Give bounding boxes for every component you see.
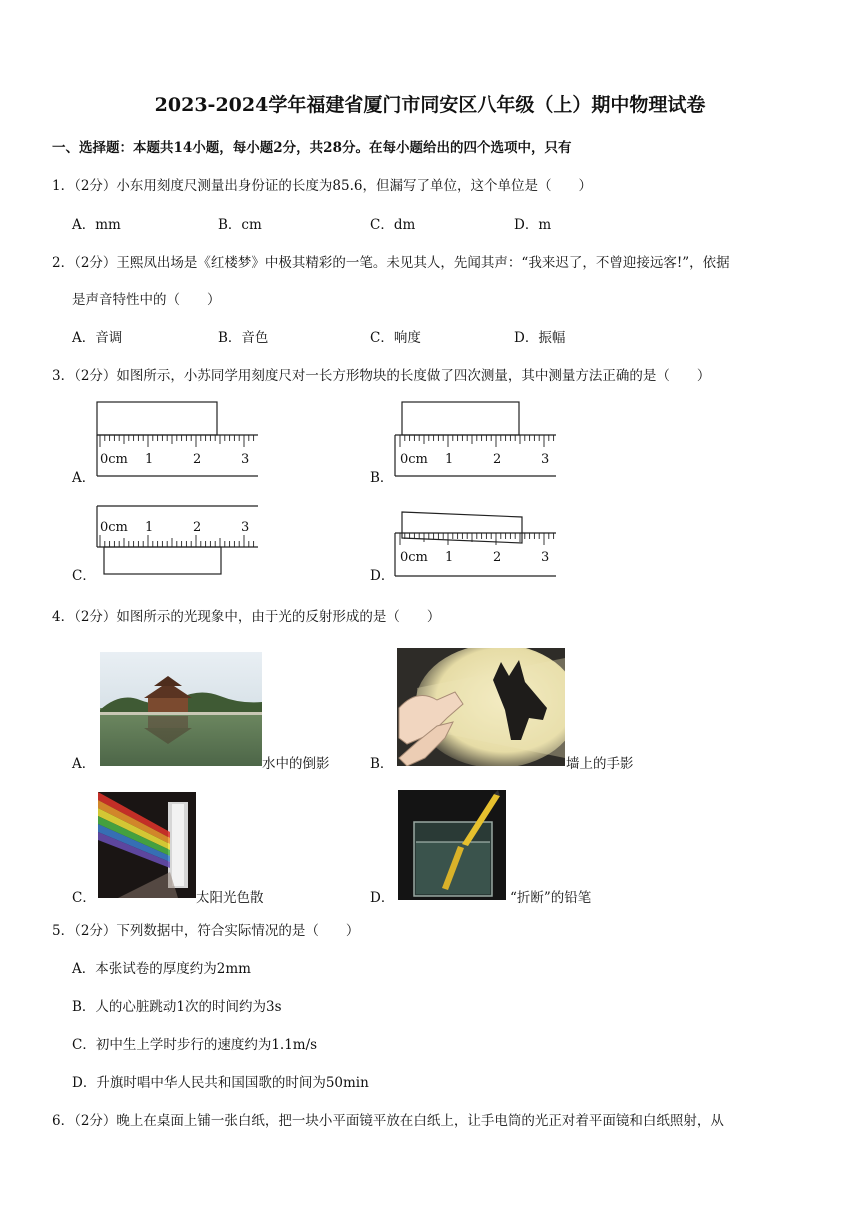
section-heading: 一、选择题：本题共14小题，每小题2分，共28分。在每小题给出的四个选项中，只有 (52, 140, 572, 156)
q2-option-a: A．音调 (72, 330, 123, 346)
q4-caption-d: “折断”的铅笔 (510, 890, 592, 906)
q2-option-d: D．振幅 (514, 330, 566, 346)
ruler-tick-label: 3 (541, 452, 550, 467)
q4-caption-a: 水中的倒影 (262, 756, 330, 772)
photo-pencil-in-water (398, 790, 506, 900)
photo-dispersion (98, 792, 196, 898)
ruler-tick-label: 0cm (400, 550, 428, 565)
q4-label-d: D． (370, 890, 395, 906)
block-outline (104, 547, 221, 574)
q1-option-d: D．m (514, 217, 552, 233)
ruler-tick-label: 3 (541, 550, 550, 565)
ruler-tick-label: 1 (145, 452, 154, 467)
q4-label-b: B． (370, 756, 394, 772)
q1-option-c: C．dm (370, 217, 416, 233)
question-2-stem-line2: 是声音特性中的（ ） (72, 292, 221, 308)
question-6-stem: 6．（2分）晚上在桌面上铺一张白纸，把一块小平面镜平放在白纸上，让手电筒的光正对着平面镜和白纸照射，从 (52, 1113, 724, 1129)
question-3-stem: 3．（2分）如图所示，小苏同学用刻度尺对一长方形物块的长度做了四次测量，其中测量方法正确的是（ ） (52, 368, 711, 384)
q2-option-b: B．音色 (218, 330, 269, 346)
q4-caption-c: 太阳光色散 (196, 890, 264, 906)
ruler-tick-label: 0cm (100, 520, 128, 535)
q3-label-b: B． (370, 470, 394, 486)
page-title: 2023-2024学年福建省厦门市同安区八年级（上）期中物理试卷 (154, 94, 706, 116)
block-outline (402, 402, 519, 435)
ruler-tick-label: 1 (445, 452, 454, 467)
q4-label-a: A． (72, 756, 96, 772)
photo-reflection (100, 652, 262, 766)
ruler-tick-label: 2 (193, 520, 202, 535)
q5-option-b: B．人的心脏跳动1次的时间约为3s (72, 999, 282, 1015)
q3-label-c: C． (72, 568, 96, 584)
question-4-stem: 4．（2分）如图所示的光现象中，由于光的反射形成的是（ ） (52, 609, 441, 625)
q5-option-c: C．初中生上学时步行的速度约为1.1m/s (72, 1037, 318, 1053)
ruler-figure-a (96, 400, 262, 480)
ruler-figure-d (394, 500, 560, 580)
ruler-tick-label: 0cm (100, 452, 128, 467)
question-2-stem-line1: 2．（2分）王熙凤出场是《红楼梦》中极其精彩的一笔。未见其人，先闻其声：“我来迟了，不曾迎接远客!”，依据 (52, 255, 730, 271)
q5-option-a: A．本张试卷的厚度约为2mm (72, 961, 251, 977)
ruler-tick-label: 3 (241, 452, 250, 467)
block-outline (97, 402, 217, 435)
photo-hand-shadow (397, 648, 565, 766)
q3-label-d: D． (370, 568, 395, 584)
ruler-tick-label: 1 (145, 520, 154, 535)
ruler-tick-label: 3 (241, 520, 250, 535)
q3-label-a: A． (72, 470, 96, 486)
ruler-figure-c (96, 500, 262, 580)
q4-caption-b: 墙上的手影 (566, 756, 634, 772)
ruler-tick-label: 1 (445, 550, 454, 565)
ruler-tick-label: 2 (193, 452, 202, 467)
ruler-tick-label: 0cm (400, 452, 428, 467)
q2-option-c: C．响度 (370, 330, 421, 346)
question-1-stem: 1．（2分）小东用刻度尺测量出身份证的长度为85.6，但漏写了单位，这个单位是（ ） (52, 178, 592, 194)
q1-option-b: B．cm (218, 217, 262, 233)
q1-option-a: A．mm (72, 217, 121, 233)
ruler-tick-label: 2 (493, 452, 502, 467)
ruler-figure-b (394, 400, 560, 480)
question-5-stem: 5．（2分）下列数据中，符合实际情况的是（ ） (52, 923, 360, 939)
q5-option-d: D．升旗时唱中华人民共和国国歌的时间为50min (72, 1075, 369, 1091)
ruler-tick-label: 2 (493, 550, 502, 565)
q4-label-c: C． (72, 890, 96, 906)
